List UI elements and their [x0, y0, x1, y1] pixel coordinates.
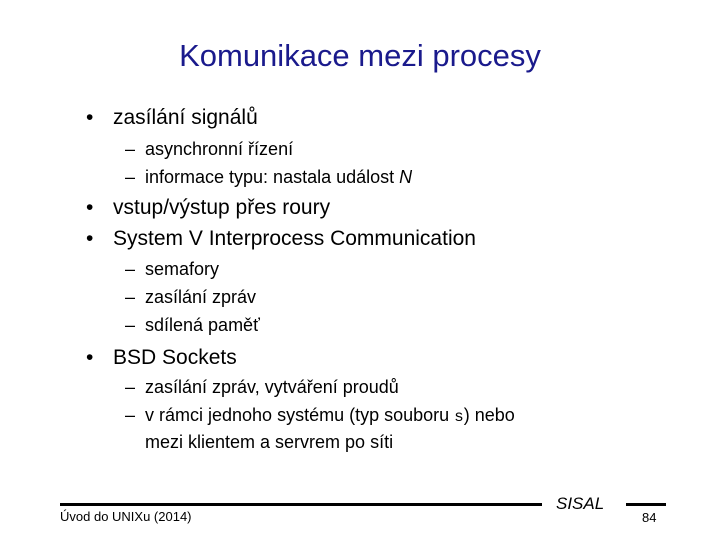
bullet-dot: • — [86, 227, 94, 250]
dash-glyph: – — [125, 139, 136, 159]
sub-item-continuation: mezi klientem a servrem po síti — [145, 432, 394, 452]
sub-item-text: zasílání zpráv — [145, 287, 257, 307]
sub-item-text: informace typu: nastala událost — [145, 167, 400, 187]
dash-glyph: – — [125, 167, 136, 187]
footer-divider-left — [60, 503, 542, 506]
sub-item — [125, 377, 399, 398]
bullet-item-signals — [86, 106, 258, 130]
sub-item — [125, 139, 293, 160]
bullet-item-pipes — [86, 196, 330, 220]
page-title: Komunikace mezi procesy — [179, 38, 541, 73]
sub-item-text: semafory — [145, 259, 220, 279]
dash-glyph: – — [125, 259, 136, 279]
page-number: 84 — [642, 510, 657, 525]
sub-item — [125, 315, 260, 336]
footer-logo-text: SISAL — [556, 494, 605, 513]
dash-glyph: – — [125, 287, 136, 307]
bullet-item-bsd-sockets — [86, 346, 237, 370]
bullet-text: System V Interprocess Communication — [113, 227, 476, 250]
bullet-text: BSD Sockets — [113, 346, 237, 369]
sub-item-text: ) nebo — [463, 405, 515, 425]
footer-course-title: Úvod do UNIXu (2014) — [60, 509, 192, 524]
sub-item — [125, 259, 219, 280]
sub-item-text: zasílání zpráv, vytváření proudů — [145, 377, 399, 397]
bullet-dot: • — [86, 196, 94, 219]
sub-item — [125, 405, 515, 426]
sub-item — [125, 167, 412, 188]
file-type-code: s — [454, 408, 464, 426]
dash-glyph: – — [125, 377, 136, 397]
sub-item — [125, 287, 256, 308]
bullet-dot: • — [86, 346, 94, 369]
sub-item-text: v rámci jednoho systému (typ souboru — [145, 405, 455, 425]
footer-divider-right — [626, 503, 666, 506]
bullet-text: zasílání signálů — [113, 106, 258, 129]
sub-item-text: asynchronní řízení — [145, 139, 294, 159]
dash-glyph: – — [125, 315, 136, 335]
bullet-text: vstup/výstup přes roury — [113, 196, 331, 219]
sub-item-text: sdílená paměť — [145, 315, 260, 335]
dash-glyph: – — [125, 405, 136, 425]
bullet-dot: • — [86, 106, 94, 129]
event-variable: N — [399, 167, 413, 187]
bullet-item-sysv-ipc — [86, 227, 476, 251]
